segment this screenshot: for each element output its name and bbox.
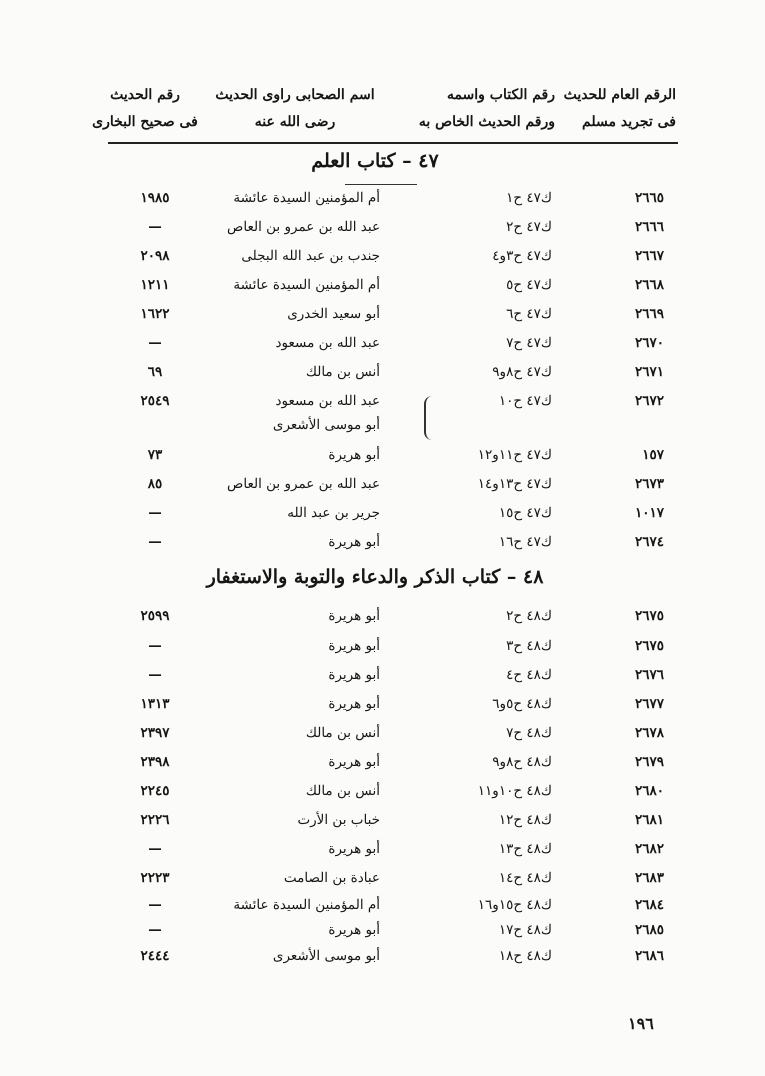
companion-name: أبو هريرة xyxy=(328,667,380,683)
general-number: ٢٦٨٢ xyxy=(634,841,664,857)
companion-name: أبو هريرة xyxy=(328,638,380,654)
companion-name: عبد الله بن عمرو بن العاص xyxy=(227,476,380,492)
bukhari-number: ٢٢٤٥ xyxy=(140,783,170,799)
general-number: ٢٦٦٥ xyxy=(634,190,664,206)
general-number: ٢٦٧٧ xyxy=(634,696,664,712)
table-row xyxy=(80,691,680,718)
bukhari-number: ٢٤٤٤ xyxy=(140,948,170,964)
book-reference: ك٤٨ ح٥و٦ xyxy=(492,696,552,712)
bukhari-number: ٢٣٩٧ xyxy=(140,725,170,741)
bukhari-number: ٢٢٢٦ xyxy=(140,812,170,828)
header-book-number-sub: ورقم الحديث الخاص به xyxy=(418,114,555,130)
general-number: ٢٦٧١ xyxy=(634,364,664,380)
companion-name: أبو سعيد الخدرى xyxy=(287,306,380,322)
book-reference: ك٤٨ ح٤ xyxy=(506,667,552,683)
table-header-row-1 xyxy=(80,82,680,108)
companion-name: أبو هريرة xyxy=(328,841,380,857)
table-row xyxy=(80,388,680,415)
companion-name: أم المؤمنين السيدة عائشة xyxy=(233,277,380,293)
general-number: ٢٦٧٨ xyxy=(634,725,664,741)
companion-name: عبد الله بن مسعود xyxy=(275,393,380,409)
book-reference: ك٤٨ ح٢ xyxy=(506,608,552,624)
companion-name: جرير بن عبد الله xyxy=(287,505,380,521)
general-number: ٢٦٧٩ xyxy=(634,754,664,770)
table-row xyxy=(80,500,680,527)
companion-name: أبو موسى الأشعرى xyxy=(272,948,380,964)
table-row xyxy=(80,471,680,498)
general-number: ٢٦٨٤ xyxy=(634,897,664,913)
book-reference: ك٤٧ ح٨و٩ xyxy=(492,364,552,380)
book-reference: ك٤٨ ح١٧ xyxy=(498,922,552,938)
general-number: ٢٦٧٥ xyxy=(634,608,664,624)
table-row xyxy=(80,529,680,556)
section-title-47: ٤٧ – كتاب العلم xyxy=(311,150,439,172)
header-book-number: رقم الكتاب واسمه xyxy=(446,87,555,103)
companion-name: خباب بن الأرت xyxy=(297,812,380,828)
section-title-48: ٤٨ – كتاب الذكر والدعاء والتوبة والاستغفار xyxy=(206,566,544,588)
bukhari-number: — xyxy=(148,897,162,913)
bukhari-number: ٢٣٩٨ xyxy=(140,754,170,770)
table-row xyxy=(80,272,680,299)
bukhari-number: ٢٥٩٩ xyxy=(140,608,170,624)
table-row xyxy=(80,185,680,212)
general-number: ٢٦٨٠ xyxy=(634,783,664,799)
header-bukhari-number: رقم الحديث xyxy=(110,87,180,103)
general-number: ٢٦٦٧ xyxy=(634,248,664,264)
companion-name: جندب بن عبد الله البجلى xyxy=(241,248,380,264)
companion-name: أم المؤمنين السيدة عائشة xyxy=(233,190,380,206)
bukhari-number: ٢٠٩٨ xyxy=(140,248,170,264)
table-row xyxy=(80,412,680,439)
book-reference: ك٤٧ ح١٥ xyxy=(498,505,552,521)
companion-name: أبو هريرة xyxy=(328,447,380,463)
bukhari-number: — xyxy=(148,638,162,654)
companion-name: أبو هريرة xyxy=(328,696,380,712)
general-number: ٢٦٧٥ xyxy=(634,638,664,654)
table-row xyxy=(80,720,680,747)
grouping-brace xyxy=(424,396,436,440)
bukhari-number: ٨٥ xyxy=(147,476,163,492)
header-bukhari-number-sub: فى صحيح البخارى xyxy=(92,114,198,130)
book-reference: ك٤٨ ح٣ xyxy=(506,638,552,654)
bukhari-number: — xyxy=(148,219,162,235)
general-number: ٢٦٨٥ xyxy=(634,922,664,938)
general-number: ٢٦٧٢ xyxy=(634,393,664,409)
header-general-number-sub: فى تجريد مسلم xyxy=(582,114,676,130)
book-reference: ك٤٨ ح١٣ xyxy=(498,841,552,857)
table-row xyxy=(80,943,680,970)
bukhari-number: ٧٣ xyxy=(147,447,163,463)
companion-name: عبادة بن الصامت xyxy=(283,870,380,886)
companion-name: أنس بن مالك xyxy=(305,783,380,799)
book-reference: ك٤٧ ح١٠ xyxy=(498,393,552,409)
bukhari-number: ٢٥٤٩ xyxy=(140,393,170,409)
companion-name: أبو هريرة xyxy=(328,608,380,624)
header-general-number: الرقم العام للحديث xyxy=(563,87,676,103)
general-number: ٢٦٨٦ xyxy=(634,948,664,964)
companion-name: أبو موسى الأشعرى xyxy=(272,417,380,433)
table-row xyxy=(80,865,680,892)
book-reference: ك٤٨ ح٧ xyxy=(506,725,552,741)
companion-name: عبد الله بن عمرو بن العاص xyxy=(227,219,380,235)
book-reference: ك٤٨ ح١٢ xyxy=(498,812,552,828)
book-reference: ك٤٧ ح٣و٤ xyxy=(492,248,552,264)
bukhari-number: ١٢١١ xyxy=(140,277,170,293)
general-number: ٢٦٧٣ xyxy=(634,476,664,492)
page-number: ١٩٦ xyxy=(628,1014,654,1033)
companion-name: أنس بن مالك xyxy=(305,364,380,380)
table-row xyxy=(80,330,680,357)
header-companion-name: اسم الصحابى راوى الحديث xyxy=(215,87,375,103)
book-reference: ك٤٧ ح١١و١٢ xyxy=(477,447,552,463)
book-reference: ك٤٨ ح١٠و١١ xyxy=(477,783,552,799)
header-divider xyxy=(108,142,678,144)
bukhari-number: — xyxy=(148,335,162,351)
general-number: ٢٦٨١ xyxy=(634,812,664,828)
table-row xyxy=(80,892,680,919)
table-row xyxy=(80,633,680,660)
companion-name: أبو هريرة xyxy=(328,922,380,938)
companion-name: أبو هريرة xyxy=(328,754,380,770)
general-number: ٢٦٧٠ xyxy=(634,335,664,351)
general-number: ٢٦٦٨ xyxy=(634,277,664,293)
table-row xyxy=(80,807,680,834)
table-row xyxy=(80,214,680,241)
table-row xyxy=(80,243,680,270)
table-row xyxy=(80,301,680,328)
companion-name: أم المؤمنين السيدة عائشة xyxy=(233,897,380,913)
bukhari-number: ١٦٢٢ xyxy=(140,306,170,322)
bukhari-number: ٢٢٢٣ xyxy=(140,870,170,886)
general-number: ٢٦٧٦ xyxy=(634,667,664,683)
book-reference: ك٤٧ ح١٦ xyxy=(498,534,552,550)
book-reference: ك٤٧ ح٦ xyxy=(506,306,552,322)
table-row xyxy=(80,749,680,776)
general-number: ١٠١٧ xyxy=(634,505,664,521)
header-companion-name-sub: رضى الله عنه xyxy=(254,114,336,130)
table-row xyxy=(80,662,680,689)
bukhari-number: — xyxy=(148,922,162,938)
book-reference: ك٤٨ ح١٨ xyxy=(498,948,552,964)
book-reference: ك٤٧ ح٢ xyxy=(506,219,552,235)
companion-name: أبو هريرة xyxy=(328,534,380,550)
bukhari-number: — xyxy=(148,841,162,857)
book-reference: ك٤٨ ح٨و٩ xyxy=(492,754,552,770)
general-number: ٢٦٦٦ xyxy=(634,219,664,235)
book-reference: ك٤٧ ح١٣و١٤ xyxy=(477,476,552,492)
general-number: ٢٦٦٩ xyxy=(634,306,664,322)
bukhari-number: — xyxy=(148,667,162,683)
table-row xyxy=(80,836,680,863)
table-row xyxy=(80,917,680,944)
table-row xyxy=(80,603,680,630)
bukhari-number: — xyxy=(148,505,162,521)
general-number: ٢٦٨٣ xyxy=(634,870,664,886)
companion-name: عبد الله بن مسعود xyxy=(275,335,380,351)
general-number: ٢٦٧٤ xyxy=(634,534,664,550)
book-reference: ك٤٨ ح١٤ xyxy=(498,870,552,886)
table-row xyxy=(80,442,680,469)
bukhari-number: — xyxy=(148,534,162,550)
bukhari-number: ١٣١٣ xyxy=(140,696,170,712)
book-reference: ك٤٨ ح١٥و١٦ xyxy=(477,897,552,913)
bukhari-number: ١٩٨٥ xyxy=(140,190,170,206)
table-row xyxy=(80,778,680,805)
table-row xyxy=(80,359,680,386)
book-reference: ك٤٧ ح٥ xyxy=(506,277,552,293)
table-header-row-2 xyxy=(80,109,680,135)
book-reference: ك٤٧ ح٧ xyxy=(506,335,552,351)
companion-name: أنس بن مالك xyxy=(305,725,380,741)
general-number: ١٥٧ xyxy=(642,447,664,463)
bukhari-number: ٦٩ xyxy=(147,364,163,380)
book-reference: ك٤٧ ح١ xyxy=(506,190,552,206)
